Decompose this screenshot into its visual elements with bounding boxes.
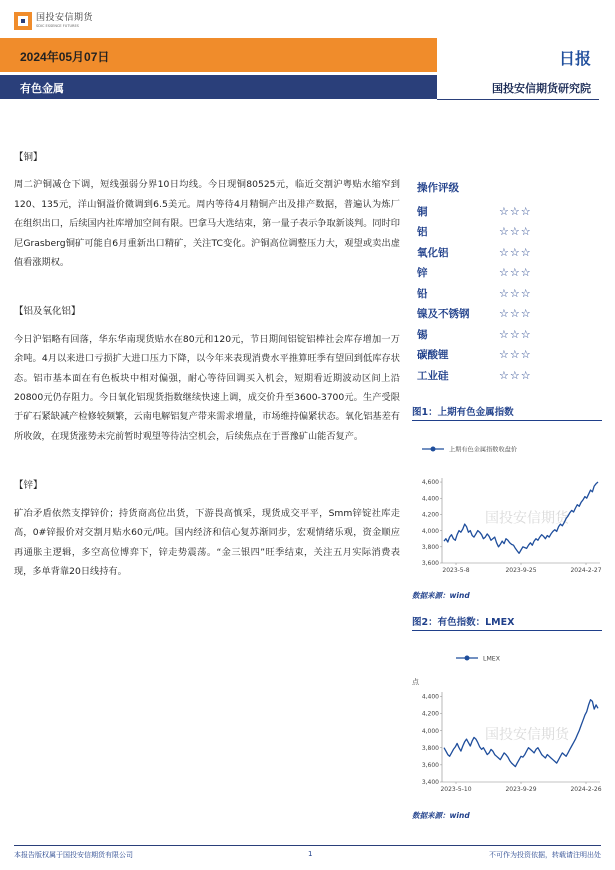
rating-row xyxy=(417,324,597,345)
sector-title: 有色金属 xyxy=(20,82,64,95)
star-rating-icon: ☆☆☆ xyxy=(499,204,532,218)
section-copper xyxy=(14,148,400,272)
figure-1-source: 数据来源：wind xyxy=(412,591,470,600)
star-rating-icon: ☆☆☆ xyxy=(499,327,532,341)
watermark: 国投安信期货 xyxy=(485,727,569,743)
y-tick-label: 3,800 xyxy=(421,544,439,552)
x-tick-label: 2024-2-26 xyxy=(570,786,602,793)
star-rating-icon: ☆☆☆ xyxy=(499,266,532,280)
rating-name: 镍及不锈钢 xyxy=(417,308,470,321)
legend-marker xyxy=(465,656,470,661)
page-number: 1 xyxy=(308,850,313,858)
legend-label: LMEX xyxy=(483,655,500,663)
figure-1-chart xyxy=(412,430,604,580)
footer-divider xyxy=(14,845,601,846)
x-tick-label: 2024-2-27 xyxy=(570,567,602,574)
watermark: 国投安信期货 xyxy=(485,510,569,527)
report-date: 2024年05月07日 xyxy=(20,50,110,64)
legend-marker xyxy=(431,447,436,452)
y-tick-label: 4,200 xyxy=(421,710,439,718)
star-rating-icon: ☆☆☆ xyxy=(499,348,532,362)
section-body: 矿冶矛盾依然支撑锌价；持货商高位出货，下游畏高慎采，现货成交平平，Smm锌锭社库走高，0#锌报价对交割月贴水60元/吨。国内经济和信心复苏渐同步，宏观情绪乐观，资金顺应再通胀主逻辑，多空高位博弈下，锌走势震荡。“金三银四”旺季结束，关注五月实际消费表现，多单背靠20日线持有。 xyxy=(14,507,400,577)
x-tick-label: 2023-9-25 xyxy=(505,567,537,574)
star-rating-icon: ☆☆☆ xyxy=(499,307,532,321)
company-logo xyxy=(14,11,93,31)
rating-title: 操作评级 xyxy=(417,182,459,194)
y-tick-label: 4,000 xyxy=(421,527,439,535)
section-title: 【锌】 xyxy=(14,480,43,492)
y-tick-label: 3,600 xyxy=(421,560,439,568)
figure-2-chart xyxy=(412,645,604,800)
x-tick-label: 2023-9-29 xyxy=(505,786,537,793)
rating-row xyxy=(417,283,597,304)
report-type: 日报 xyxy=(558,49,591,68)
main-content xyxy=(14,148,400,581)
figure-2-source: 数据来源：wind xyxy=(412,811,470,820)
rating-name: 锌 xyxy=(417,267,428,280)
star-rating-icon: ☆☆☆ xyxy=(499,245,532,259)
y-tick-label: 3,800 xyxy=(421,744,439,752)
y-axis-unit: 点 xyxy=(412,678,419,686)
y-tick-label: 4,400 xyxy=(421,495,439,503)
rating-row xyxy=(417,222,597,243)
section-zinc xyxy=(14,476,400,581)
rating-name: 锡 xyxy=(417,328,428,341)
y-tick-label: 4,400 xyxy=(421,693,439,701)
section-body: 周二沪铜减仓下调，短线强弱分界10日均线。今日现铜80525元，临近交割沪粤贴水缩窄到120、135元，洋山铜溢价微调到6.5美元。周内等待4月精铜产出及排产数据，普遍认为炼厂在组织出口，后续国内社库增加空间有限。巴拿马大选结束，第一量子表示争取新谈判。同时印尼Grasberg铜矿可能自6月重新出口精矿，关注TC变化。沪铜高位调整压力大，观望或卖出虚值看涨期权。 xyxy=(14,179,400,269)
section-title: 【铜】 xyxy=(14,152,43,163)
star-rating-icon: ☆☆☆ xyxy=(499,225,532,239)
rating-row xyxy=(417,304,597,325)
section-body: 今日沪铝略有回落，华东华南现货贴水在80元和120元，节日期间铝锭铝棒社会库存增加一万余吨。4月以来进口亏损扩大进口压力下降，以今年来表现消费水平推算旺季有望回到低库存状态。铝市基本面在有色板块中相对偏强，耐心等待回调买入机会，短期看近期波动区间上沿20800元仍存阻力。今日氧化铝现货指数继续快速上调，成交价升至3600-3700元。生产受限于矿石紧缺减产检修较频繁，云南电解铝复产带来需求增量，市场维持偏紧状态。氧化铝基差有所收敛，在现货涨势未完前暂时观望等待沽空机会，后续焦点在于晋豫矿山能否复产。 xyxy=(14,333,400,442)
legend-label: 上期有色金属指数收盘价 xyxy=(449,446,518,454)
rating-row xyxy=(417,263,597,284)
org-name: 国投安信期货研究院 xyxy=(492,82,591,95)
logo-text-en: SDIC ESSENCE FUTURES xyxy=(36,23,79,28)
star-rating-icon: ☆☆☆ xyxy=(499,368,532,382)
rating-row xyxy=(417,201,597,222)
y-tick-label: 4,200 xyxy=(421,511,439,519)
rating-row xyxy=(417,345,597,366)
rating-row xyxy=(417,365,597,386)
rating-name: 铅 xyxy=(417,287,428,300)
figure-1-title: 图1：上期有色金属指数 xyxy=(412,404,602,421)
rating-name: 碳酸锂 xyxy=(417,349,449,362)
rating-name: 铝 xyxy=(417,226,428,239)
section-title: 【铝及氧化铝】 xyxy=(14,306,81,318)
y-tick-label: 3,600 xyxy=(421,762,439,770)
header-divider xyxy=(437,99,599,100)
section-aluminium xyxy=(14,302,400,446)
rating-name: 氧化铝 xyxy=(417,246,449,259)
y-tick-label: 4,000 xyxy=(421,727,439,735)
rating-name: 工业硅 xyxy=(417,369,449,382)
rating-panel xyxy=(417,180,597,386)
x-tick-label: 2023-5-10 xyxy=(440,786,472,793)
sector-band xyxy=(0,75,437,99)
y-tick-label: 3,400 xyxy=(421,779,439,787)
logo-mark-icon xyxy=(14,12,32,30)
footer-disclaimer: 不可作为投资依据，转载请注明出处 xyxy=(489,851,601,859)
star-rating-icon: ☆☆☆ xyxy=(499,286,532,300)
logo-text-cn: 国投安信期货 xyxy=(36,12,94,23)
figure-2-title: 图2：有色指数：LMEX xyxy=(412,614,602,631)
rating-row xyxy=(417,242,597,263)
footer-copyright: 本报告版权属于国投安信期货有限公司 xyxy=(14,851,133,859)
rating-name: 铜 xyxy=(417,205,428,218)
x-tick-label: 2023-5-8 xyxy=(442,567,470,574)
y-tick-label: 4,600 xyxy=(421,479,439,487)
